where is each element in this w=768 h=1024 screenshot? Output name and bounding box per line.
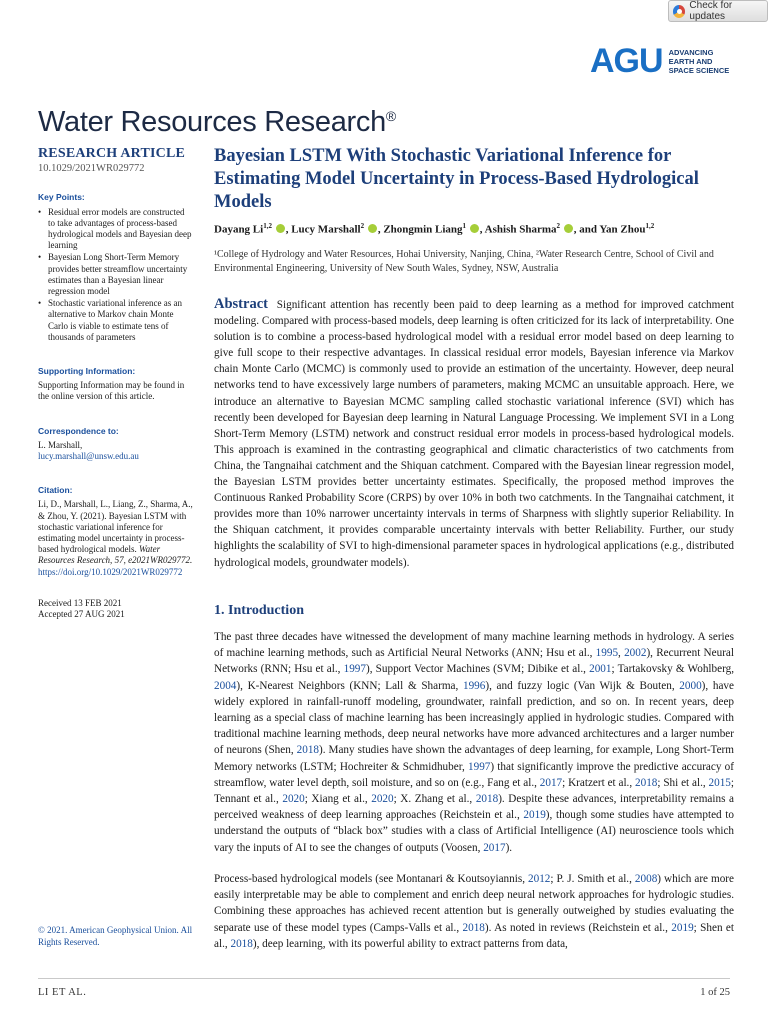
citation-year-link[interactable]: 2002 (624, 647, 647, 660)
citation-year-link[interactable]: 1996 (462, 679, 486, 692)
article-title: Bayesian LSTM With Stochastic Variational Inference for Estimating Model Uncertainty in Process-Based Hydrological Models (214, 146, 699, 212)
article-type: RESEARCH ARTICLE (38, 146, 186, 161)
article-doi: 10.1029/2021WR029772 (38, 163, 145, 175)
citation-year-link[interactable]: 2017 (483, 841, 506, 854)
author-name: Yan Zhou (599, 223, 646, 236)
citation-year-link[interactable]: 2018 (296, 744, 319, 757)
agu-tagline-line3: SPACE SCIENCE (668, 65, 730, 75)
check-for-updates-label: Check for updates (689, 0, 733, 22)
author-name: Ashish Sharma (484, 223, 557, 236)
correspondence-name: L. Marshall, (38, 439, 83, 450)
footer-divider (38, 978, 730, 979)
abstract-label: Abstract (214, 296, 268, 312)
key-points-heading: Key Points: (38, 192, 85, 203)
citation-heading: Citation: (38, 485, 73, 496)
citation-year-link[interactable]: 2004 (214, 679, 237, 692)
update-icon (673, 5, 685, 18)
author-affiliation-marker: 1,2 (645, 222, 655, 230)
citation-year-link[interactable]: 1997 (343, 663, 366, 676)
key-point: • Bayesian Long Short-Term Memory provides better streamflow uncertainty estimates than a Bayesian linear regression model (38, 252, 193, 297)
citation-volume: 57, e2021WR029772. (114, 555, 193, 566)
received-date: Received 13 FEB 2021 (38, 597, 122, 608)
check-for-updates-button[interactable] (668, 0, 768, 22)
citation-year-link[interactable]: 2017 (539, 776, 563, 789)
affiliations: ¹College of Hydrology and Water Resources, Hohai University, Nanjing, China, ²Water Research Centre, School of Civil and Environmental Engineering, University of New South Wales, Sydney, NSW, Australia (214, 249, 714, 274)
section-heading-introduction: 1. Introduction (214, 603, 304, 618)
journal-registered-mark: ® (385, 108, 396, 124)
citation-year-link[interactable]: 2015 (708, 776, 731, 789)
agu-tagline-line2: EARTH AND (668, 56, 713, 66)
author-list: Dayang Li$^{1,2}$ , Lucy Marshall$^2$ , Zhongmin Liang$^1$ , Ashish Sharma$^2$ , and Yan Zhou$^{1,2}$ (214, 222, 655, 236)
copyright-notice: © 2021. American Geophysical Union. All Rights Reserved. (38, 925, 193, 947)
citation-year-link[interactable]: 2018 (462, 921, 485, 934)
citation-doi-link[interactable]: https://doi.org/10.1029/2021WR029772 (38, 566, 183, 577)
citation-year-link[interactable]: 2008 (634, 873, 658, 885)
citation-year-link[interactable]: 2018 (475, 793, 499, 806)
citation-year-link[interactable]: 2012 (528, 873, 551, 885)
supporting-info-heading: Supporting Information: (38, 366, 136, 377)
author-affiliation-marker: 1,2 (263, 222, 272, 230)
abstract-text: Significant attention has recently been paid to deep learning as a method for improved catchment modeling. Compared with process-based models, deep learning is often criticized for its lack of interpretability. One solution is to combine a process-based hydrological model with a residual error model based on deep learning to give full scope to their respective advantages. In classical residual error models, Bayesian inference via Markov chain Monte Carlo (MCMC) is commonly used to provide an estimation of the uncertainty. However, deep neural networks tend to have excessively large numbers of parameters, making MCMC an unsuitable approach. Here, we introduce an alternative to Bayesian MCMC sampling called stochastic variational inference (SVI) which has recently been developed for Bayesian deep learning in Natural Language Processing. We implement SVI in a Long Short-Term Memory (LSTM) network and construct residual error models in process-based hydrological models. This approach is examined in the contrasting geographical and climatic characteristics of two catchments from China, the Tangnaihai catchment and the Shiquan catchment. Compared with the Bayesian linear regression model, the Bayesian LSTM provides better uncertainty estimates. Specifically, the proposed method improves the Continuous Ranked Probability Score (CRPS) by over 10% in both two catchments. In the Tangnaihai catchment, it provides more than 10% narrower uncertainty intervals in terms of Sharpness with slightly superior Reliability. In the Shiquan catchment, it provides comparable uncertainty intervals with better Reliability. Further, our study highlights the scalability of SVI to high-dimensional parameter spaces in hydrological applications (e.g., distributed hydrological models, groundwater models). (214, 299, 735, 569)
author-affiliation-marker: 2 (360, 222, 365, 230)
citation-body: Li, D., Marshall, L., Liang, Z., Sharma, A., & Zhou, Y. (2021). Bayesian LSTM with stochastic variational inference for estimating model uncertainty in process-based hydrological models. (38, 499, 193, 555)
citation-year-link[interactable]: 2018 (230, 937, 253, 950)
orcid-icon[interactable] (470, 224, 479, 233)
accepted-date: Accepted 27 AUG 2021 (38, 609, 125, 620)
author-affiliation-marker: 2 (556, 222, 560, 230)
correspondence-heading: Correspondence to: (38, 425, 119, 436)
agu-logo-mark: AGU (590, 42, 663, 80)
citation-year-link[interactable]: 2000 (679, 679, 702, 692)
citation-year-link[interactable]: 2018 (635, 776, 658, 789)
orcid-icon[interactable] (276, 224, 285, 233)
key-point: • Stochastic variational inference as an alternative to Markov chain Monte Carlo is viable to estimate tens of thousands of parameters (38, 298, 193, 343)
supporting-info-text: Supporting Information may be found in the online version of this article. (38, 380, 185, 402)
citation-year-link[interactable]: 2020 (282, 793, 305, 806)
key-points-list (38, 207, 193, 343)
orcid-icon[interactable] (564, 224, 573, 233)
citation-year-link[interactable]: 2019 (523, 809, 546, 822)
author-affiliation-marker: 1 (462, 222, 467, 230)
citation-year-link[interactable]: 2020 (371, 793, 394, 806)
author-name: Lucy Marshall (291, 223, 361, 236)
orcid-icon[interactable] (368, 224, 377, 233)
citation-year-link[interactable]: 1995 (595, 647, 619, 660)
citation-year-link[interactable]: 2019 (671, 921, 694, 934)
abstract (214, 296, 734, 571)
correspondence-email-link[interactable]: lucy.marshall@unsw.edu.au (38, 451, 139, 462)
author-name: Zhongmin Liang (383, 223, 463, 236)
citation-text (38, 499, 193, 577)
citation-journal: Water Resources Research, (38, 544, 161, 566)
running-head: LI ET AL. (38, 987, 87, 998)
journal-name: Water Resources Research (38, 106, 386, 138)
agu-tagline-line1: ADVANCING (668, 47, 714, 57)
intro-paragraph-1: The past three decades have witnessed the development of many machine learning methods in hydrology. A series of machine learning methods, such as Artificial Neural Networks (ANN; Hsu et al., 1995, 2002), Recurrent Neural Networks (RNN; Hsu et al., 1997), Support Vector Machines (SVM; Dibike et al., 2001; Tartakovsky & Wohlberg, 2004), K-Nearest Neighbors (KNN; Lall & Sharma, 1996), and fuzzy logic (Van Wijk & Bouten, 2000), have widely explored in rainfall-runoff modeling, groundwater, rainfall prediction, and so on. In recent years, deep learning as a special class of machine learning has been increasingly applied in hydrologic studies. Compared with traditional machine learning methods, deep neural networks have more advanced architectures and a larger number of neurons (Shen, 2018). Many studies have shown the advantages of deep learning, for example, Long Short-Term Memory networks (LSTM; Hochreiter & Schmidhuber, 1997) that significantly improve the predictive accuracy of streamflow, water level depth, soil moisture, and so on (e.g., Fang et al., 2017; Kratzert et al., 2018; Shi et al., 2015; Tennant et al., 2020; Xiang et al., 2020; X. Zhang et al., 2018). Despite these advances, interpretability remains a perceived weakness of deep learning approaches (Reichstein et al., 2019), though some studies have attempted to understand the outputs of “black box” studies with a class of Artificial Intelligence (AI) neuroscience tools which vary the inputs of AI to see the changes of outputs (Voosen, 2017). (214, 631, 734, 854)
agu-logo (590, 44, 740, 78)
key-point: • Residual error models are constructed to take advantages of process-based hydrological models and Bayesian deep learning (38, 207, 193, 252)
author-name: Dayang Li (214, 223, 264, 236)
journal-title (38, 106, 396, 139)
citation-year-link[interactable]: 2001 (589, 663, 612, 676)
citation-year-link[interactable]: 1997 (468, 760, 491, 773)
intro-paragraph-2: Process-based hydrological models (see Montanari & Koutsoyiannis, 2012; P. J. Smith et al., 2008) which are more easily interpretable may be able to complement and enrich deep neural network approaches for hydrologic studies. Combining these approaches has achieved recent attention but is generally outweighed by studies evaluating the separate use of these model types (Camps-Valls et al., 2018). As noted in reviews (Reichstein et al., 2019; Shen et al., 2018), deep learning, with its powerful ability to extract patterns from data, (214, 873, 734, 950)
article-sidebar (38, 148, 193, 620)
agu-logo-tagline (669, 48, 730, 75)
page-number: 1 of 25 (700, 987, 730, 998)
